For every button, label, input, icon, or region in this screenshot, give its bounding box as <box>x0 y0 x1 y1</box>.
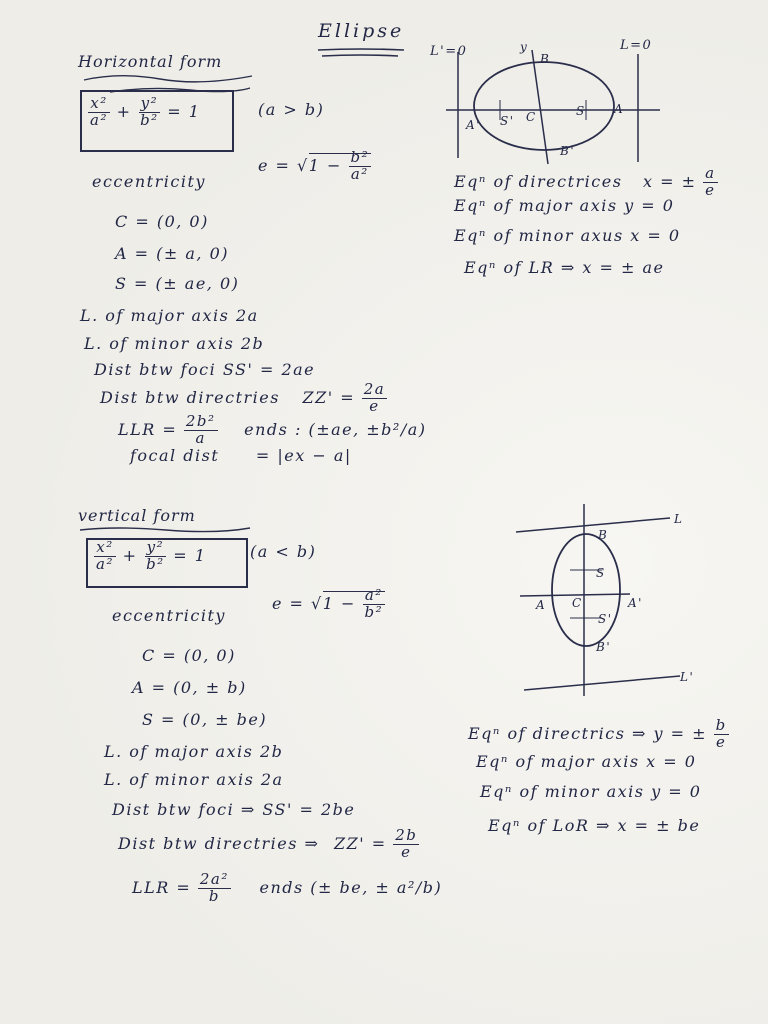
eq-dir-den: e <box>705 180 716 199</box>
title-underline <box>316 46 406 60</box>
diag-h-y: y <box>520 40 529 54</box>
horizontal-major-length: L. of major axis 2a <box>80 306 259 325</box>
v-b-sq: b² <box>146 554 165 573</box>
vertical-major-length: L. of major axis 2b <box>104 742 284 761</box>
v-eq-dir-den: e <box>716 732 727 751</box>
horizontal-foci-distance: Dist btw foci SS' = 2ae <box>94 360 316 379</box>
v-equals-one: = 1 <box>173 545 207 565</box>
vertical-heading: vertical form <box>78 506 196 525</box>
v-dir-dist-eq: ZZ' = <box>334 833 387 853</box>
v-eq-dir-num: b <box>715 716 727 734</box>
vertical-directrix-distance <box>118 828 419 861</box>
diag-v-c: C <box>572 596 583 610</box>
vertical-focus: S = (0, ± be) <box>142 710 268 729</box>
v-llr-den: b <box>208 886 220 905</box>
vertical-heading-underline <box>76 524 256 536</box>
frac-y <box>138 96 161 129</box>
ecc-num: b² <box>350 148 370 166</box>
b-sq: b² <box>140 110 159 129</box>
v-ecc-den: b² <box>364 602 384 621</box>
equals-one: = 1 <box>167 101 201 121</box>
v-ecc-num: a² <box>364 586 383 604</box>
llr-label: LLR = <box>118 419 178 439</box>
diag-h-l: L=0 <box>620 38 653 53</box>
horizontal-directrix-distance <box>100 382 387 415</box>
diag-v-s1: S' <box>598 612 613 626</box>
horizontal-condition: (a > b) <box>258 100 325 119</box>
focal-label: focal dist <box>130 446 220 465</box>
horizontal-equation <box>88 96 200 129</box>
diag-h-c: C <box>526 110 537 124</box>
diag-h-a1: A' <box>466 118 481 132</box>
vertical-foci-distance: Dist btw foci ⇒ SS' = 2be <box>112 800 356 819</box>
horizontal-eq-minor: Eqⁿ of minor axus x = 0 <box>454 226 681 245</box>
diag-v-a1: A' <box>628 596 643 610</box>
diag-v-s: S <box>596 566 606 580</box>
diag-h-b1: B' <box>560 144 576 158</box>
horizontal-focal-dist <box>130 446 352 465</box>
v-ecc-eq: e = √ <box>272 593 323 613</box>
ecc-eq: e = √ <box>258 155 309 175</box>
plus-sign: + <box>116 101 132 121</box>
ecc-den: a² <box>350 164 369 183</box>
v-eq-dir-label: Eqⁿ of directrics ⇒ y = ± <box>468 723 708 743</box>
diag-v-b: B <box>598 528 609 542</box>
vertical-equation-box <box>86 538 248 588</box>
vertical-eq-major: Eqⁿ of major axis x = 0 <box>476 752 697 771</box>
horizontal-heading: Horizontal form <box>78 52 223 71</box>
horizontal-focus: S = (± ae, 0) <box>115 274 240 293</box>
horizontal-llr <box>118 414 427 447</box>
llr-num: 2b² <box>185 412 216 430</box>
vertical-eq-lr: Eqⁿ of LoR ⇒ x = ± be <box>488 816 701 835</box>
diag-v-b1: B' <box>596 640 612 654</box>
v-a-sq: a² <box>96 554 114 573</box>
vertical-centre: C = (0, 0) <box>142 646 236 665</box>
x-sq: x² <box>90 94 108 112</box>
vertical-vertex: A = (0, ± b) <box>132 678 247 697</box>
diag-h-s1: S' <box>500 114 515 128</box>
horizontal-vertex: A = (± a, 0) <box>115 244 229 263</box>
horizontal-ecc-formula <box>258 150 371 183</box>
diag-v-a: A <box>536 598 547 612</box>
vertical-condition: (a < b) <box>250 542 317 561</box>
dir-dist-den: e <box>369 396 380 415</box>
vertical-eq-directrices <box>468 718 729 751</box>
v-llr-label: LLR = <box>132 877 192 897</box>
diag-h-a: A <box>614 102 625 116</box>
llr-ends: ends : (±ae, ±b²/a) <box>244 419 427 439</box>
horizontal-eq-major: Eqⁿ of major axis y = 0 <box>454 196 675 215</box>
horizontal-ecc-label: eccentricity <box>92 172 206 191</box>
horizontal-centre: C = (0, 0) <box>115 212 209 231</box>
eq-dir-num: a <box>705 164 716 182</box>
llr-den: a <box>195 428 206 447</box>
vertical-eq-minor: Eqⁿ of minor axis y = 0 <box>480 782 702 801</box>
v-y-sq: y² <box>146 538 165 556</box>
horizontal-ellipse-diagram <box>440 40 670 170</box>
page-title: Ellipse <box>318 20 405 42</box>
horizontal-equation-box <box>80 90 234 152</box>
dir-dist-num: 2a <box>363 380 386 398</box>
dir-dist-label: Dist btw directries <box>100 387 280 407</box>
diag-v-l1: L' <box>680 670 695 684</box>
v-dir-dist-num: 2b <box>395 826 418 844</box>
diag-v-l: L <box>674 512 684 526</box>
dir-dist-eq: ZZ' = <box>302 387 356 407</box>
vertical-minor-length: L. of minor axis 2a <box>104 770 284 789</box>
ecc-one: 1 − <box>308 155 342 175</box>
diag-h-lprime: L'=0 <box>430 44 468 59</box>
vertical-ecc-label: eccentricity <box>112 606 226 625</box>
focal-eq: = |ex − a| <box>255 446 352 465</box>
eq-dir-label: Eqⁿ of directrices <box>454 171 623 191</box>
y-sq: y² <box>140 94 159 112</box>
horizontal-minor-length: L. of minor axis 2b <box>84 334 265 353</box>
v-dir-dist-label: Dist btw directries ⇒ <box>118 833 320 853</box>
diag-h-b: B <box>540 52 551 66</box>
horizontal-eq-lr: Eqⁿ of LR ⇒ x = ± ae <box>464 258 665 277</box>
diag-h-s: S <box>576 104 586 118</box>
vertical-ecc-formula <box>272 588 385 621</box>
v-dir-dist-den: e <box>401 842 412 861</box>
horizontal-eq-directrices <box>454 166 718 199</box>
v-ecc-one: 1 − <box>322 593 356 613</box>
v-x-sq: x² <box>96 538 114 556</box>
frac-x <box>88 96 110 129</box>
a-sq: a² <box>90 110 108 129</box>
v-llr-ends: ends (± be, ± a²/b) <box>259 877 443 897</box>
v-llr-num: 2a² <box>199 870 229 888</box>
eq-dir-val: x = ± <box>643 171 697 191</box>
vertical-llr <box>132 872 442 905</box>
vertical-equation <box>94 540 206 573</box>
v-plus: + <box>122 545 138 565</box>
